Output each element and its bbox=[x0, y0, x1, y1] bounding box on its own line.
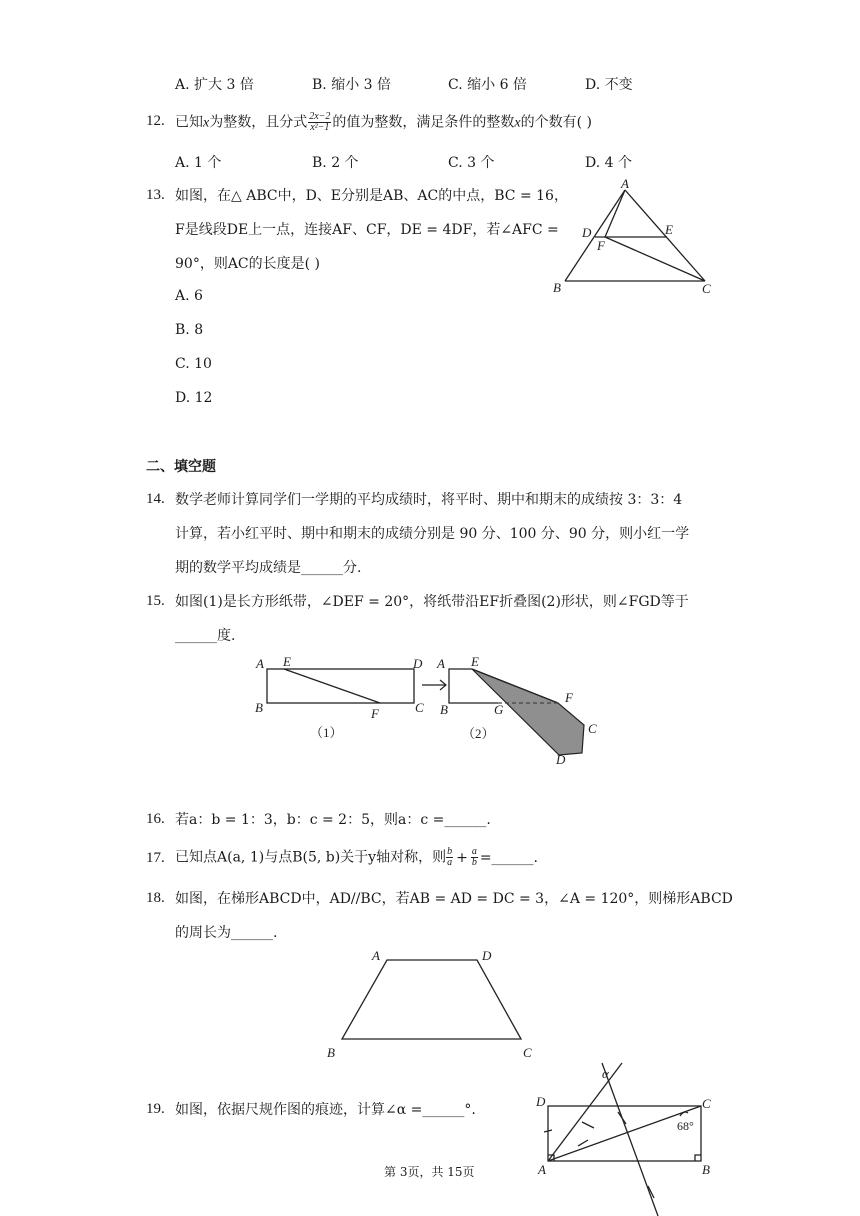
q14-line-3: 期的数学平均成绩是______分. bbox=[175, 560, 362, 576]
q13-label-f: F bbox=[597, 238, 605, 253]
question-number: 16. bbox=[146, 811, 165, 827]
page-footer: 第 3页，共 15页 bbox=[384, 1165, 475, 1179]
q19-label-a: A bbox=[538, 1162, 546, 1177]
q13-line-2: F是线段DE上一点，连接AF、CF，DE = 4DF，若∠AFC = bbox=[175, 222, 559, 238]
q15-f2-label-c: C bbox=[588, 721, 597, 736]
q15-f1-label-d: D bbox=[413, 656, 423, 671]
q13-line-3: 90°，则AC的长度是( ) bbox=[175, 256, 321, 272]
q19-label-b: B bbox=[702, 1162, 710, 1177]
q18-trapezoid-figure bbox=[322, 942, 542, 1062]
q17-f1-num: b bbox=[447, 846, 453, 857]
q15-fig1-caption: （1） bbox=[310, 725, 343, 740]
q12-text-a: 已知 bbox=[175, 114, 203, 131]
q17-text-a: 已知点A(a, 1)与点B(5, b)关于y轴对称，则 bbox=[175, 849, 447, 866]
q18-line-2: 的周长为______. bbox=[175, 925, 278, 941]
q11-option-d: D. 不变 bbox=[585, 77, 633, 93]
q17-f2-num: a bbox=[471, 846, 477, 857]
q12-option-c: C. 3 个 bbox=[448, 155, 495, 171]
q12-text-c: 的值为整数，满足条件的整数 bbox=[332, 114, 515, 131]
q15-f2-label-d: D bbox=[556, 752, 566, 767]
q18-label-b: B bbox=[327, 1045, 335, 1060]
q13-option-d: D. 12 bbox=[175, 390, 213, 406]
q17-stem bbox=[175, 847, 538, 868]
q11-option-b: B. 缩小 3 倍 bbox=[312, 77, 391, 93]
q15-folding-figure bbox=[250, 652, 620, 772]
q15-f2-label-b: B bbox=[440, 702, 448, 717]
q12-var-2: x bbox=[514, 115, 521, 131]
q15-f2-label-a: A bbox=[437, 656, 445, 671]
q13-label-a: A bbox=[621, 176, 629, 191]
q12-text-d: 的个数有( ) bbox=[520, 114, 592, 131]
question-number: 14. bbox=[146, 491, 165, 507]
q17-fraction-2 bbox=[471, 847, 478, 868]
q15-fig2-caption: （2） bbox=[462, 726, 495, 741]
q15-f1-label-c: C bbox=[415, 700, 424, 715]
q17-fraction-1 bbox=[446, 847, 453, 868]
q11-option-c: C. 缩小 6 倍 bbox=[448, 77, 527, 93]
q15-f1-label-b: B bbox=[255, 700, 263, 715]
q15-f1-label-f: F bbox=[371, 706, 379, 721]
q19-text: 如图，依据尺规作图的痕迹，计算∠α =______°. bbox=[175, 1102, 476, 1118]
q13-option-c: C. 10 bbox=[175, 356, 212, 372]
q18-label-d: D bbox=[482, 948, 492, 963]
q12-frac-num: 2x−2 bbox=[309, 111, 331, 122]
q18-label-c: C bbox=[523, 1045, 532, 1060]
question-number: 13. bbox=[146, 187, 165, 203]
q15-f2-label-e: E bbox=[471, 654, 479, 669]
q13-option-b: B. 8 bbox=[175, 322, 204, 338]
q13-label-b: B bbox=[553, 280, 561, 295]
q14-line-2: 计算，若小红平时、期中和期末的成绩分别是 90 分、100 分、90 分，则小红一学 bbox=[175, 526, 690, 542]
question-number: 15. bbox=[146, 593, 165, 609]
q17-f2-den: b bbox=[471, 857, 477, 868]
q15-line-2: ______度. bbox=[175, 628, 236, 644]
q17-f1-den: a bbox=[447, 857, 453, 868]
q19-label-d: D bbox=[536, 1094, 546, 1109]
q12-option-b: B. 2 个 bbox=[312, 155, 359, 171]
q12-stem bbox=[175, 112, 592, 134]
q15-f1-label-e: E bbox=[283, 654, 291, 669]
q19-label-c: C bbox=[702, 1096, 711, 1111]
q12-option-d: D. 4 个 bbox=[585, 155, 632, 171]
q13-label-c: C bbox=[702, 281, 711, 296]
q19-label-alpha: α bbox=[602, 1066, 609, 1081]
question-number: 18. bbox=[146, 890, 165, 906]
q15-line-1: 如图(1)是长方形纸带，∠DEF = 20°，将纸带沿EF折叠图(2)形状，则∠FGD等于 bbox=[175, 594, 689, 610]
q13-line-1: 如图，在△ ABC中，D、E分别是AB、AC的中点，BC = 16， bbox=[175, 188, 568, 204]
q15-f2-label-f: F bbox=[565, 690, 573, 705]
q15-f1-label-a: A bbox=[256, 656, 264, 671]
q18-label-a: A bbox=[372, 948, 380, 963]
q18-line-1: 如图，在梯形ABCD中，AD//BC，若AB = AD = DC = 3，∠A = 120°，则梯形ABCD bbox=[175, 891, 733, 907]
q17-text-b: =______. bbox=[479, 849, 539, 866]
question-number: 12. bbox=[146, 113, 165, 129]
q15-f2-label-g: G bbox=[494, 702, 504, 717]
q17-plus: + bbox=[456, 849, 468, 866]
q19-angle-label: 68° bbox=[677, 1119, 694, 1133]
q14-line-1: 数学老师计算同学们一学期的平均成绩时，将平时、期中和期末的成绩按 3：3：4 bbox=[175, 492, 683, 508]
q13-option-a: A. 6 bbox=[175, 288, 203, 304]
q13-triangle-figure bbox=[545, 175, 725, 300]
q12-option-a: A. 1 个 bbox=[175, 155, 222, 171]
q13-label-d: D bbox=[582, 225, 592, 240]
question-number: 19. bbox=[146, 1101, 165, 1117]
q16-text: 若a：b = 1：3，b：c = 2：5，则a：c =______. bbox=[175, 812, 491, 828]
q19-rectangle-figure bbox=[530, 1058, 730, 1216]
section-heading: 二、填空题 bbox=[146, 459, 216, 475]
q11-option-a: A. 扩大 3 倍 bbox=[175, 77, 254, 93]
q12-var: x bbox=[203, 115, 210, 131]
q12-text-b: 为整数，且分式 bbox=[209, 114, 308, 131]
q12-frac-den: x²−1 bbox=[310, 122, 330, 133]
arrow-right-icon bbox=[422, 680, 446, 690]
q13-label-e: E bbox=[665, 222, 673, 237]
question-number: 17. bbox=[146, 850, 165, 866]
q12-fraction bbox=[308, 112, 331, 133]
